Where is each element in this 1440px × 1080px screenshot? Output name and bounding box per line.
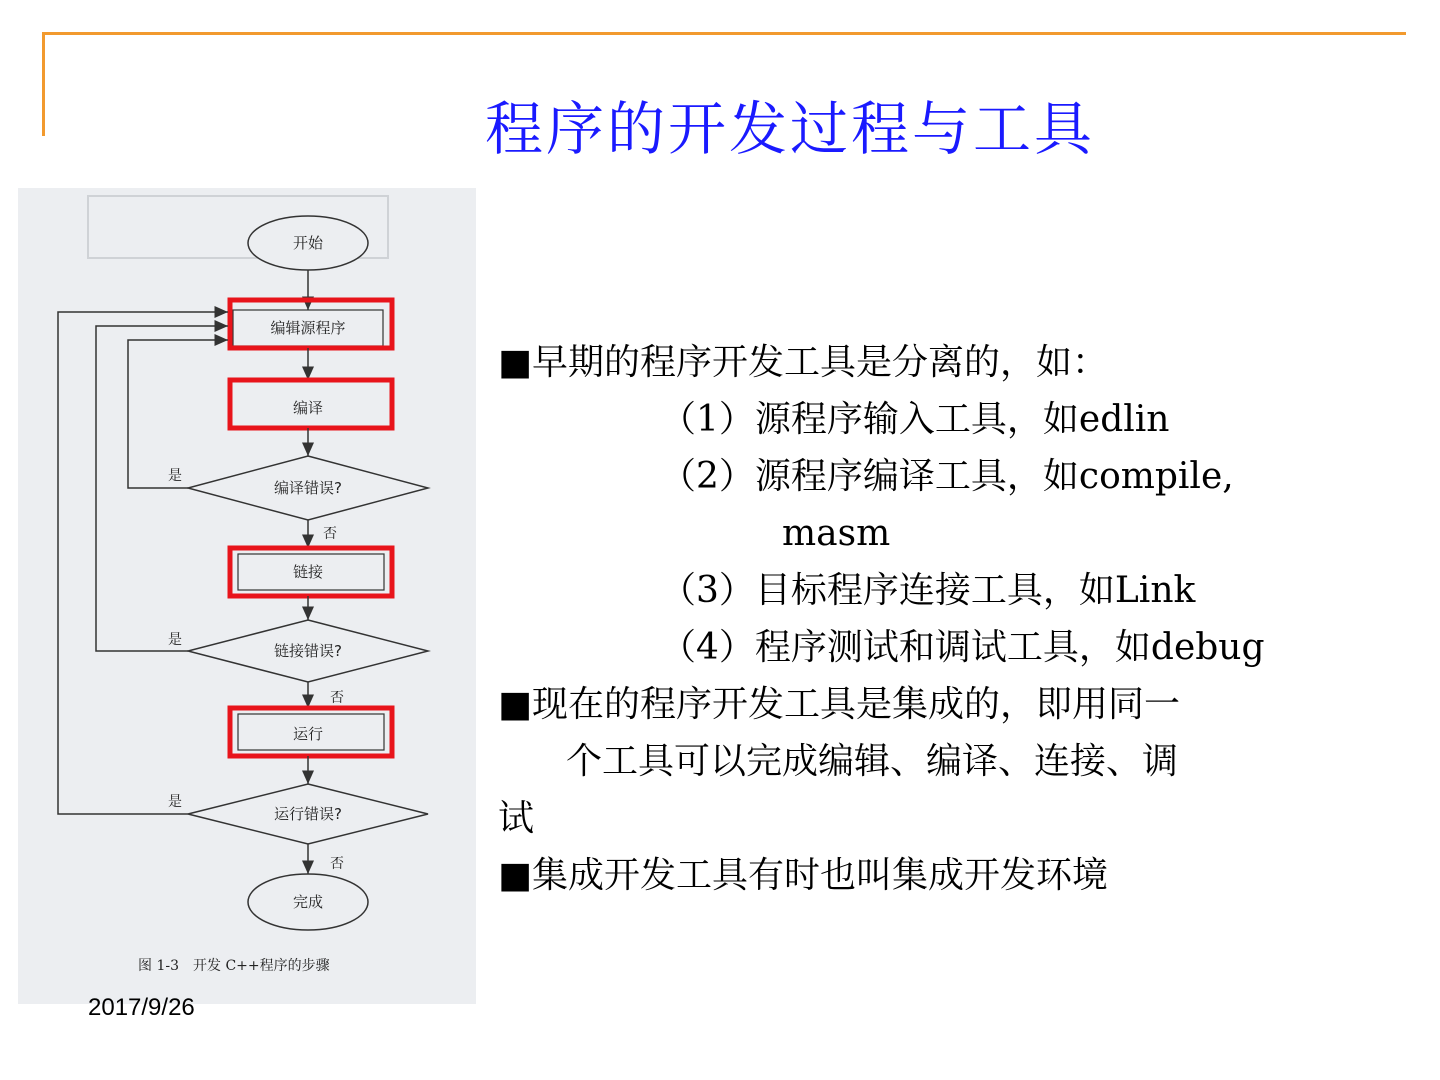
- bullet-marker: ■: [498, 342, 533, 383]
- sub-item-1: （1）源程序输入工具，如edlin: [660, 399, 1170, 440]
- start-node-label: 开始: [292, 234, 324, 252]
- bullet-item-2-line-3: 试: [498, 798, 535, 839]
- edit-node-label: 编辑源程序: [270, 319, 346, 337]
- no-label: 否: [330, 690, 344, 706]
- no-label: 否: [330, 856, 344, 872]
- figure-caption: 图 1-3 开发 C++程序的步骤: [138, 958, 330, 974]
- compile-error-label: 编译错误?: [274, 479, 342, 497]
- loop-arrow-compile: [128, 340, 228, 488]
- bullet-marker: ■: [498, 855, 533, 896]
- sub-item-2-continued: masm: [782, 513, 891, 554]
- sub-item-2: （2）源程序编译工具，如compile,: [660, 456, 1234, 497]
- run-node-label: 运行: [292, 725, 324, 743]
- sub-item-4: （4）程序测试和调试工具，如debug: [660, 627, 1265, 668]
- bullet-text: 现在的程序开发工具是集成的，即用同一: [532, 684, 1181, 725]
- sub-item-3: （3）目标程序连接工具，如Link: [660, 570, 1196, 611]
- compile-node-label: 编译: [292, 399, 324, 417]
- finish-node-label: 完成: [292, 893, 324, 911]
- slide-title: 程序的开发过程与工具: [484, 95, 1095, 163]
- slide-date: 2017/9/26: [88, 994, 195, 1021]
- flowchart-figure: [18, 188, 476, 1004]
- yes-label: 是: [168, 468, 182, 484]
- bullet-item-2-line-2: 个工具可以完成编辑、编译、连接、调: [566, 741, 1179, 782]
- link-node-label: 链接: [292, 563, 324, 581]
- orange-frame-top: [42, 32, 1406, 35]
- yes-label: 是: [168, 632, 182, 648]
- bullet-marker: ■: [498, 684, 533, 725]
- run-error-label: 运行错误?: [274, 805, 342, 823]
- bullet-item-3: [498, 847, 1428, 904]
- flowchart-svg: [18, 188, 476, 1004]
- link-error-label: 链接错误?: [274, 642, 342, 660]
- bullet-text: 早期的程序开发工具是分离的，如：: [532, 342, 1109, 383]
- no-label: 否: [323, 526, 337, 542]
- bullet-list: [498, 334, 1428, 904]
- orange-frame-left: [42, 32, 45, 136]
- loop-arrow-run: [58, 312, 228, 814]
- yes-label: 是: [168, 794, 182, 810]
- bullet-text: 集成开发工具有时也叫集成开发环境: [532, 855, 1109, 896]
- bullet-item-1: [498, 334, 1428, 391]
- bullet-item-2: [498, 676, 1428, 733]
